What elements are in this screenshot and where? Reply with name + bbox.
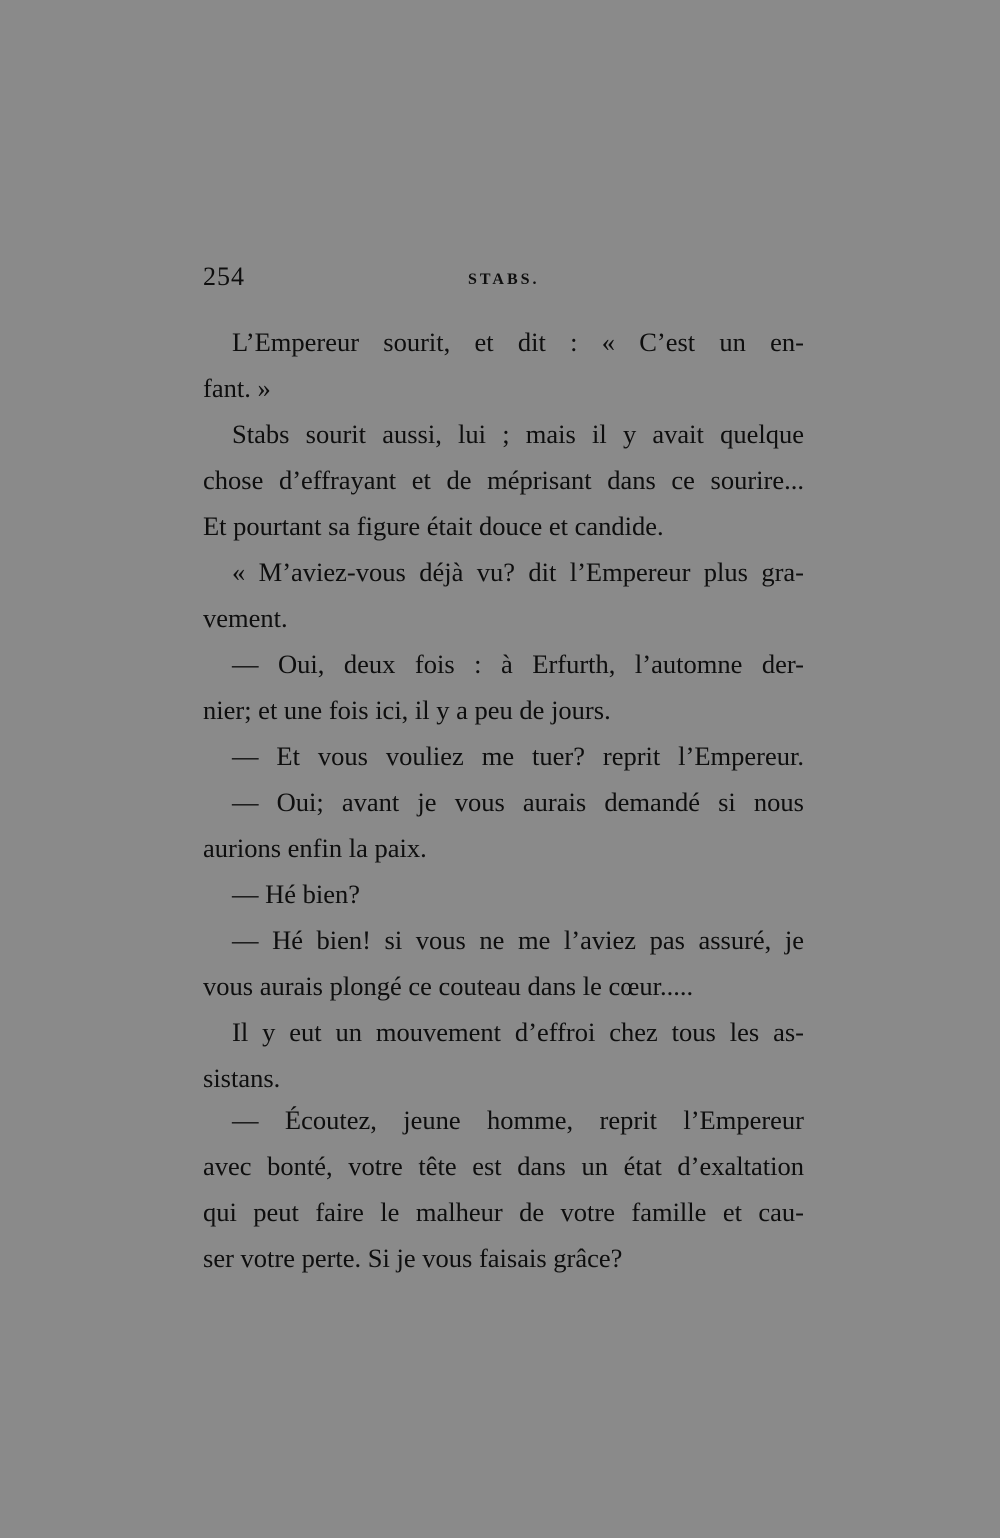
text-line: ser votre perte. Si je vous faisais grâce? [203,1243,623,1273]
text-line: — Oui; avant je vous aurais demandé si nous [232,787,804,817]
text-line: chose d’effrayant et de méprisant dans ce sourire... [203,465,804,495]
text-line: vous aurais plongé ce couteau dans le cœur..... [203,971,694,1001]
text-line: aurions enfin la paix. [203,833,427,863]
text-line: Il y eut un mouvement d’effroi chez tous les as- [232,1017,804,1047]
text-line: — Hé bien? [232,879,361,909]
text-line: — Écoutez, jeune homme, reprit l’Empereur [232,1105,804,1135]
page-number: 254 [203,262,245,291]
text-line: — Et vous vouliez me tuer? reprit l’Empereur. [232,741,804,771]
text-line: Stabs sourit aussi, lui ; mais il y avait quelque [232,419,804,449]
text-line: avec bonté, votre tête est dans un état d’exaltation [203,1151,804,1181]
text-line: qui peut faire le malheur de votre famille et cau- [203,1197,804,1227]
text-line: nier; et une fois ici, il y a peu de jours. [203,695,611,725]
text-line: L’Empereur sourit, et dit : « C’est un en- [232,327,804,357]
text-line: fant. » [203,373,271,403]
text-line: vement. [203,603,288,633]
running-head [203,262,803,302]
text-line: Et pourtant sa figure était douce et candide. [203,511,664,541]
text-line: « M’aviez-vous déjà vu? dit l’Empereur plus gra- [232,557,804,587]
running-title: STABS. [468,271,540,288]
text-line: — Oui, deux fois : à Erfurth, l’automne der- [232,649,804,679]
text-line: sistans. [203,1063,281,1093]
text-line: — Hé bien! si vous ne me l’aviez pas assuré, je [232,925,804,955]
